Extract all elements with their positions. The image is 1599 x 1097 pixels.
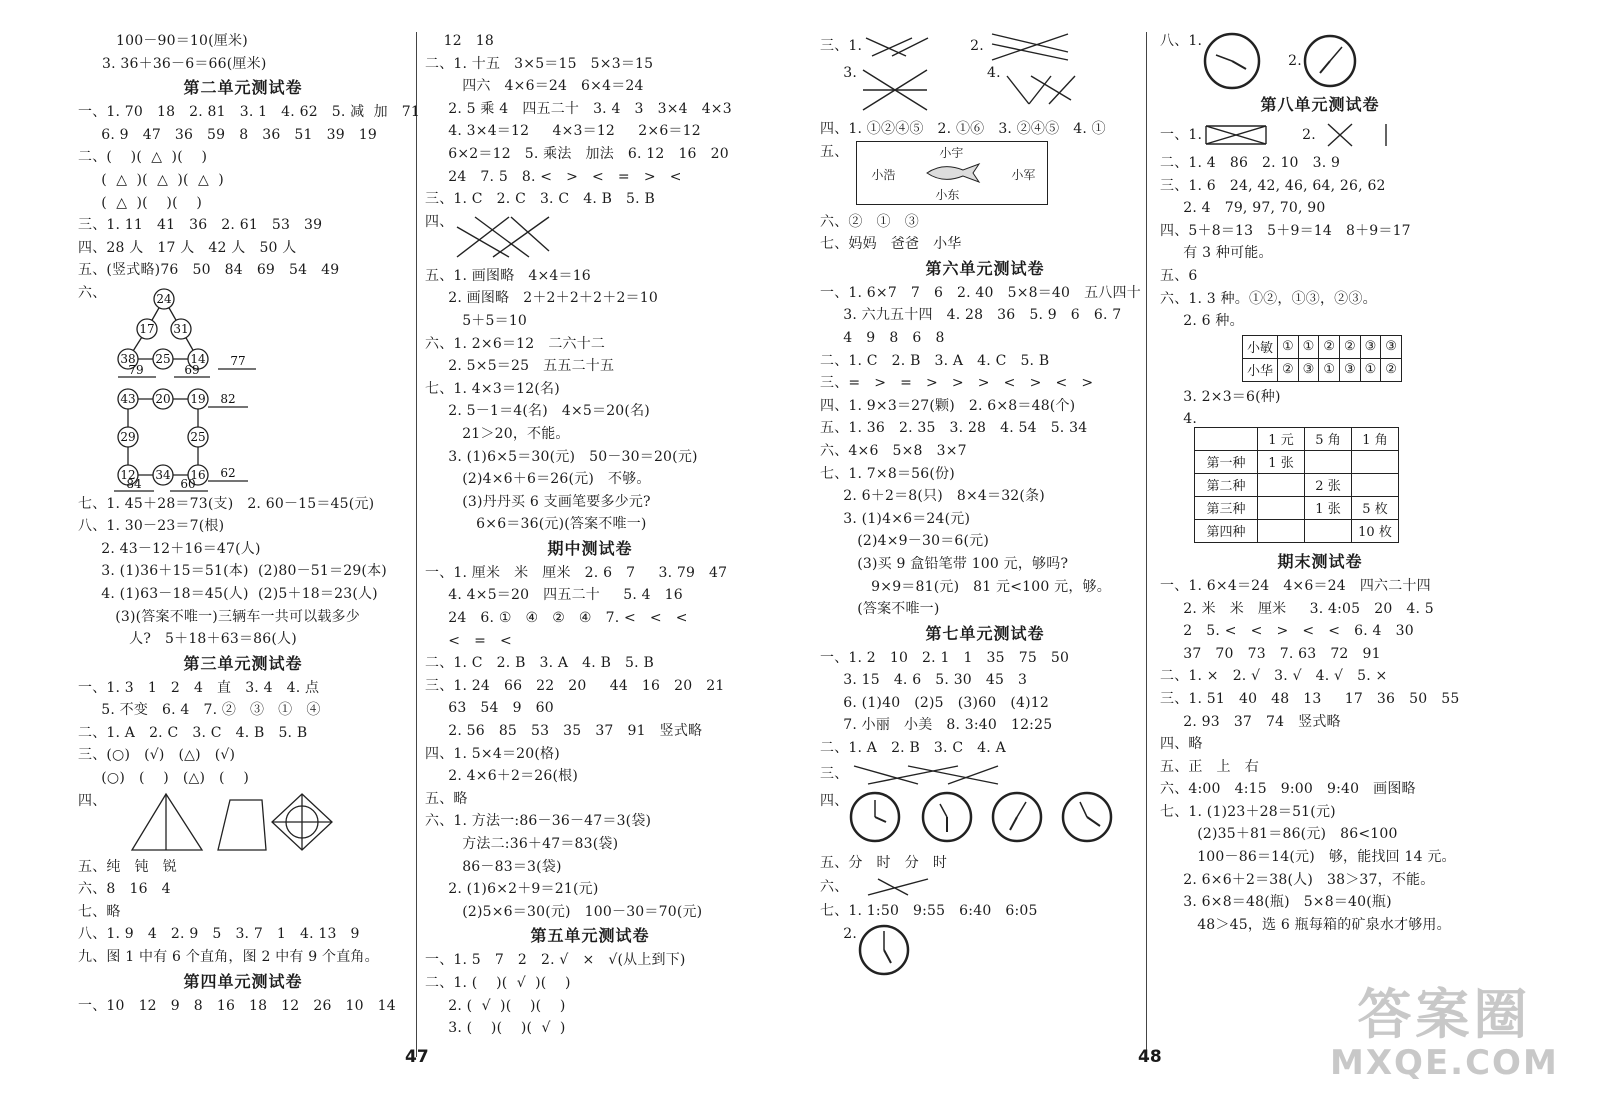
- answer-line: 3. 六九五十四 4. 28 36 5. 9 6 6. 7: [820, 307, 1122, 324]
- answer-line: 七、1. 7×8＝56(份): [820, 465, 955, 482]
- table-cell: 第四种: [1195, 519, 1258, 542]
- answer-line: (3)(答案不唯一)三辆车一共可以载多少: [78, 608, 360, 625]
- answer-line: 三、1. 11 41 36 2. 61 53 39: [78, 217, 323, 234]
- answer-line: 四、: [820, 792, 849, 809]
- answer-line: 三、1. C 2. C 3. C 4. B 5. B: [425, 191, 655, 208]
- answer-line: 6. (1)40 (2)5 (3)60 (4)12: [820, 694, 1049, 711]
- answer-line: 七、1. (1)23＋28＝51(元): [1160, 803, 1336, 820]
- answer-line: 七、1. 1:50 9:55 6:40 6:05: [820, 903, 1038, 920]
- answer-line: 三、1. 24 66 22 20 44 16 20 21: [425, 677, 725, 694]
- answer-line: 二、1. 十五 3×5＝15 5×3＝15: [425, 55, 654, 72]
- section-title: 第四单元测试卷: [183, 971, 303, 991]
- answer-line: 2. 43－12＋16＝47(人): [78, 540, 261, 557]
- answer-line: 六、: [820, 878, 849, 895]
- answer-line: 三、1.: [820, 37, 863, 54]
- answer-line: 四、1. ①②④⑤ 2. ①⑥ 3. ②④⑤ 4. ①: [820, 121, 1106, 137]
- answer-line: 2. 米 米 厘米 3. 4:05 20 4. 5: [1160, 600, 1434, 617]
- answer-line: 4. 3×4＝12 4×3＝12 2×6＝12: [425, 123, 701, 140]
- answer-line: 二、1. A 2. B 3. C 4. A: [820, 740, 1006, 757]
- answer-line: 3. 15 4. 6 5. 30 45 3: [820, 672, 1028, 689]
- table-cell: [1195, 427, 1258, 450]
- answer-line: 四、5＋8＝13 5＋9＝14 8＋9＝17: [1160, 222, 1411, 239]
- table-cell: [1352, 473, 1399, 496]
- answer-line: 4 9 8 6 8: [820, 329, 945, 346]
- answer-line: 五、1. 画图略 4×4＝16: [425, 267, 591, 284]
- answer-line: 2. 6 种。: [1160, 313, 1244, 330]
- answer-line: 2. 5－1＝4(名) 4×5＝20(名): [425, 403, 650, 420]
- tri-sum: 69: [184, 362, 200, 377]
- table-cell: ②: [1319, 335, 1340, 358]
- matching-lines-figure: [857, 64, 937, 116]
- table-cell: ②: [1381, 358, 1402, 381]
- matching-lines-figure: [1001, 70, 1081, 110]
- matching-lines-figure: [984, 30, 1074, 62]
- answer-line: 2 5. < < > < < 6. 4 30: [1160, 623, 1414, 640]
- answer-line: 三、: [820, 766, 849, 783]
- sq-number: 12: [120, 467, 136, 482]
- position-map: [856, 141, 1048, 205]
- answer-line: 一、1. 厘米 米 厘米 2. 6 7 3. 79 47: [425, 564, 728, 581]
- answer-line: 三、(○) (√) (△) (√): [78, 747, 236, 764]
- answer-line: 3. (1)4×6＝24(元): [820, 510, 971, 527]
- sq-number: 25: [190, 429, 206, 444]
- section-title: 期末测试卷: [1277, 551, 1363, 571]
- tri-number: 14: [190, 351, 206, 366]
- answer-line: 2. 56 85 53 35 37 91 竖式略: [425, 723, 703, 740]
- answer-line: 2.: [1302, 126, 1316, 143]
- tri-number: 25: [155, 351, 171, 366]
- section-title: 第三单元测试卷: [183, 653, 303, 673]
- shapes-figure: [106, 790, 366, 856]
- answer-line: (答案不唯一): [820, 601, 940, 618]
- table-cell: 5 枚: [1352, 496, 1399, 519]
- table-cell: [1258, 519, 1305, 542]
- answer-line: 二、1. C 2. B 3. A 4. C 5. B: [820, 352, 1050, 369]
- matching-lines-figure: [1316, 120, 1396, 150]
- answer-line: 4.: [1160, 411, 1198, 428]
- answer-line: 二、1. A 2. C 3. C 4. B 5. B: [78, 724, 308, 741]
- answer-line: 2.: [970, 37, 984, 54]
- table-cell: 5 角: [1305, 427, 1352, 450]
- table-cell: 第一种: [1195, 450, 1258, 473]
- table-cell: 1 张: [1305, 496, 1352, 519]
- sq-number: 19: [190, 391, 206, 406]
- table-cell: [1258, 496, 1305, 519]
- answer-line: 6×6＝36(元)(答案不唯一): [425, 516, 647, 533]
- answer-line: 7. 小丽 小美 8. 3:40 12:25: [820, 717, 1053, 734]
- answer-line: 100－86＝14(元) 够，能找回 14 元。: [1160, 849, 1456, 866]
- tri-number: 31: [173, 321, 189, 336]
- sq-number: 29: [120, 429, 136, 444]
- table-cell: ①: [1360, 358, 1381, 381]
- arrangement-table: [1242, 335, 1402, 382]
- section-title: 期中测试卷: [547, 538, 633, 558]
- answer-line: 六、1. 3 种。①②，①③，②③。: [1160, 290, 1377, 307]
- answer-line: 七、妈妈 爸爸 小华: [820, 236, 962, 253]
- clock-icon: [857, 923, 911, 977]
- answer-line: 一、1. 2 10 2. 1 1 35 75 50: [820, 649, 1070, 666]
- answer-line: 一、1. 70 18 2. 81 3. 1 4. 62 5. 减 加 71: [78, 104, 421, 121]
- square-number-figure: [78, 387, 408, 493]
- answer-line: 一、10 12 9 8 16 18 12 26 10 14: [78, 997, 396, 1014]
- answer-line: 七、1. 4×3＝12(名): [425, 380, 560, 397]
- answer-line: (2)5×6＝30(元) 100－30＝70(元): [425, 903, 703, 920]
- answer-line: 三、1. 51 40 48 13 17 36 50 55: [1160, 690, 1460, 707]
- answer-line: 2. 画图略 2＋2＋2＋2＋2＝10: [425, 290, 658, 307]
- answer-line: 五、(竖式略)76 50 84 69 54 49: [78, 262, 340, 279]
- answer-line: 86－83＝3(袋): [425, 858, 562, 875]
- table-cell: 1 元: [1258, 427, 1305, 450]
- answer-line: 六、② ① ③: [820, 213, 919, 230]
- answer-line: 12 18: [425, 33, 494, 49]
- answer-line: 2. 5×5＝25 五五二十五: [425, 358, 615, 375]
- answer-line: 3.: [820, 65, 858, 81]
- matching-lines-figure: [848, 762, 1008, 788]
- table-cell: 第二种: [1195, 473, 1258, 496]
- answer-line: 3. 6×8＝48(瓶) 5×8＝40(瓶): [1160, 894, 1392, 911]
- table-cell: ①: [1278, 335, 1299, 358]
- answer-line: (2)4×9－30＝6(元): [820, 533, 990, 550]
- sq-number: 34: [155, 467, 171, 482]
- answer-line: 二、1. C 2. B 3. A 4. B 5. B: [425, 655, 654, 672]
- page-number-right: 48: [1138, 1047, 1162, 1067]
- watermark-url: MXQE.COM: [1330, 1043, 1559, 1083]
- answer-line: 3. (1)6×5＝30(元) 50－30＝20(元): [425, 448, 698, 465]
- answer-line: 21＞20，不能。: [425, 425, 570, 442]
- answer-line: 二、1. 4 86 2. 10 3. 9: [1160, 155, 1341, 171]
- table-cell: 小华: [1243, 358, 1278, 381]
- tri-number: 38: [120, 351, 136, 366]
- answer-line: 八、1. 9 4 2. 9 5 3. 7 1 4. 13 9: [78, 926, 360, 943]
- matching-lines-figure: [1202, 120, 1272, 150]
- answer-line: 2.: [820, 925, 858, 942]
- answer-line: 2. 5 乘 4 四五二十 3. 4 3 3×4 4×3: [425, 100, 732, 117]
- answer-line: 五、1. 36 2. 35 3. 28 4. 54 5. 34: [820, 420, 1088, 437]
- tri-number: 24: [156, 291, 172, 306]
- matching-lines-figure: [862, 32, 932, 60]
- answer-line: 2.: [1288, 52, 1302, 69]
- answer-line: 六、1. 2×6＝12 二六十二: [425, 335, 606, 352]
- table-row: [1243, 358, 1402, 381]
- answer-line: 2. 6×6＋2＝38(人) 38＞37，不能。: [1160, 871, 1435, 888]
- section-title: 第八单元测试卷: [1260, 95, 1380, 114]
- answer-line: 100－90＝10(厘米): [116, 33, 248, 49]
- table-row: [1195, 427, 1399, 450]
- table-cell: ③: [1360, 335, 1381, 358]
- answer-line: 4.: [987, 65, 1001, 81]
- section-title: 第六单元测试卷: [925, 258, 1045, 278]
- column-3: [820, 30, 1150, 979]
- table-cell: ①: [1298, 335, 1319, 358]
- table-cell: ③: [1339, 358, 1360, 381]
- table-row: [1195, 496, 1399, 519]
- answer-line: 三、= > = > > > < > < >: [820, 375, 1094, 392]
- answer-line: 六、1. 方法一:86－36－47＝3(袋): [425, 813, 652, 830]
- table-cell: 1 张: [1258, 450, 1305, 473]
- table-cell: 2 张: [1305, 473, 1352, 496]
- answer-line: 五、分 时 分 时: [820, 854, 948, 871]
- answer-line: 48＞45，选 6 瓶每箱的矿泉水才够用。: [1160, 916, 1451, 933]
- matching-lines-figure: [848, 875, 938, 899]
- tri-number: 17: [139, 321, 155, 336]
- answer-line: 六、4:00 4:15 9:00 9:40 画图略: [1160, 781, 1416, 798]
- sq-sum: 62: [220, 465, 236, 480]
- answer-line: 四、略: [1160, 736, 1203, 753]
- answer-line: 2. 93 37 74 竖式略: [1160, 713, 1341, 730]
- answer-line: < = <: [425, 632, 512, 649]
- answer-line: 一、1. 5 7 2 2. √ × √(从上到下): [425, 952, 686, 969]
- table-cell: 10 枚: [1352, 519, 1399, 542]
- answer-line: 2. (1)6×2＋9＝21(元): [425, 881, 599, 898]
- clock-icon: [920, 790, 974, 844]
- money-table: [1194, 427, 1399, 543]
- table-cell: 小敏: [1243, 335, 1278, 358]
- table-cell: ②: [1339, 335, 1360, 358]
- answer-line: ( △ )( )( ): [78, 194, 202, 211]
- answer-line: 二、1. ( )( √ )( ): [425, 974, 571, 991]
- answer-line: 四、1. 5×4＝20(格): [425, 745, 560, 762]
- watermark-text: 答案圈: [1357, 983, 1532, 1046]
- map-left: 小浩: [871, 167, 896, 182]
- answer-line: 2. ( √ )( )( ): [425, 997, 566, 1014]
- column-1: [78, 30, 421, 1017]
- answer-line: 4. 4×5＝20 四五二十 5. 4 16: [425, 587, 683, 604]
- table-row: [1195, 450, 1399, 473]
- fish-icon: [923, 162, 983, 184]
- answer-line: 三、1. 6 24, 42, 46, 64, 26, 62: [1160, 177, 1386, 194]
- clock-icon: [1302, 33, 1358, 89]
- answer-line: 五、正 上 右: [1160, 758, 1259, 775]
- column-divider: [416, 32, 417, 1057]
- section-title: 第五单元测试卷: [530, 926, 650, 946]
- answer-line: 四、: [425, 213, 454, 230]
- watermark: [1330, 985, 1559, 1081]
- matching-lines-figure: [453, 211, 573, 265]
- answer-line: 五、6: [1160, 267, 1198, 284]
- answer-line: 3. ( )( )( √ ): [425, 1020, 566, 1037]
- answer-line: 七、1. 45＋28＝73(支) 2. 60－15＝45(元): [78, 495, 375, 512]
- table-cell: [1352, 450, 1399, 473]
- answer-line: 七、略: [78, 903, 121, 920]
- answer-line: 六、8 16 4: [78, 881, 171, 898]
- sq-number: 43: [120, 391, 136, 406]
- answer-line: 二、1. × 2. √ 3. √ 4. √ 5. ×: [1160, 668, 1388, 685]
- answer-line: 五、纯 钝 锐: [78, 858, 177, 875]
- clock-icon: [990, 790, 1044, 844]
- answer-line: 2. 6＋2＝8(只) 8×4＝32(条): [820, 488, 1045, 505]
- answer-line: 方法二:36＋47＝83(袋): [425, 836, 619, 852]
- answer-line: 八、1. 30－23＝7(根): [78, 518, 225, 535]
- answer-line: 二、( )( △ )( ): [78, 149, 208, 166]
- table-cell: 第三种: [1195, 496, 1258, 519]
- answer-line: 2. 4×6＋2＝26(根): [425, 768, 579, 785]
- answer-line: 四、28 人 17 人 42 人 50 人: [78, 239, 297, 256]
- sq-sum: 82: [220, 391, 236, 406]
- answer-line: 5. 不变 6. 4 7. ② ③ ① ④: [78, 702, 321, 719]
- table-cell: [1258, 473, 1305, 496]
- table-cell: [1305, 450, 1352, 473]
- triangle-number-figure: [78, 285, 408, 381]
- answer-line: 有 3 种可能。: [1160, 245, 1273, 262]
- answer-line: 4. (1)63－18＝45(人) (2)5＋18＝23(人): [78, 585, 378, 602]
- answer-line: 五、: [820, 143, 849, 160]
- answer-line: (○) ( ) (△) ( ): [78, 770, 249, 787]
- section-title: 第二单元测试卷: [183, 78, 303, 98]
- sq-sum: 84: [126, 476, 142, 491]
- table-cell: ③: [1381, 335, 1402, 358]
- answer-line: ( △ )( △ )( △ ): [78, 171, 224, 188]
- answer-line: 人? 5＋18＋63＝86(人): [78, 631, 297, 648]
- answer-line: 9×9＝81(元) 81 元<100 元，够。: [820, 578, 1111, 595]
- tri-sum: 79: [128, 362, 144, 377]
- answer-line: 九、图 1 中有 6 个直角，图 2 中有 9 个直角。: [78, 949, 379, 966]
- sq-number: 20: [155, 391, 171, 406]
- answer-line: 八、1.: [1160, 33, 1203, 49]
- section-title: 第七单元测试卷: [925, 623, 1045, 643]
- page-number-left: 47: [405, 1047, 429, 1067]
- answer-line: 24 7. 5 8. < > < = > <: [425, 168, 682, 185]
- clock-icon: [1060, 790, 1114, 844]
- answer-line: 6×2＝12 5. 乘法 加法 6. 12 16 20: [425, 145, 729, 162]
- answer-line: 63 54 9 60: [425, 700, 554, 717]
- answer-line: 六、4×6 5×8 3×7: [820, 442, 967, 459]
- answer-line: 六、: [78, 284, 107, 301]
- answer-line: 24 6. ① ④ ② ④ 7. < < <: [425, 610, 688, 627]
- answer-line: 四、: [78, 792, 107, 809]
- answer-line: 5＋5＝10: [425, 312, 528, 329]
- clock-icon: [1202, 31, 1262, 91]
- table-cell: ②: [1278, 358, 1299, 381]
- table-cell: ①: [1319, 358, 1340, 381]
- sq-sum: 60: [180, 476, 196, 491]
- answer-line: 3. 2×3＝6(种): [1160, 388, 1281, 405]
- sq-number: 16: [190, 467, 206, 482]
- answer-line: 一、1. 6×7 7 6 2. 40 5×8＝40 五八四十: [820, 284, 1141, 301]
- table-cell: 1 角: [1352, 427, 1399, 450]
- answer-line: (3)丹丹买 6 支画笔要多少元?: [425, 493, 651, 510]
- table-row: [1243, 335, 1402, 358]
- answer-line: 一、1. 6×4＝24 4×6＝24 四六二十四: [1160, 577, 1431, 594]
- answer-line: 3. (1)36＋15＝51(本) (2)80－51＝29(本): [78, 563, 387, 580]
- tri-sum: 77: [230, 353, 246, 368]
- answer-line: 五、略: [425, 790, 468, 807]
- answer-line: (2)35＋81＝86(元) 86<100: [1160, 826, 1398, 843]
- answer-line: 四、1. 9×3＝27(颗) 2. 6×8＝48(个): [820, 397, 1076, 414]
- answer-line: 一、1. 3 1 2 4 直 3. 4 4. 点: [78, 679, 320, 696]
- table-cell: ③: [1298, 358, 1319, 381]
- answer-line: (3)买 9 盒铅笔带 100 元，够吗?: [820, 555, 1069, 572]
- answer-line: 一、1.: [1160, 126, 1203, 143]
- table-cell: [1305, 519, 1352, 542]
- answer-line: 37 70 73 7. 63 72 91: [1160, 645, 1381, 662]
- map-top: 小宇: [939, 145, 964, 160]
- answer-line: (2)4×6＋6＝26(元) 不够。: [425, 471, 651, 488]
- answer-line: 6. 9 47 36 59 8 36 51 39 19: [78, 126, 377, 143]
- column-2: [425, 30, 755, 1040]
- map-bottom: 小东: [935, 187, 960, 202]
- answer-line: 2. 4 79, 97, 70, 90: [1160, 200, 1326, 217]
- table-row: [1195, 519, 1399, 542]
- map-right: 小军: [1011, 167, 1036, 182]
- answer-line: 四六 4×6＝24 6×4＝24: [425, 78, 644, 95]
- clock-icon: [848, 790, 902, 844]
- answer-line: 3. 36＋36－6＝66(厘米): [102, 55, 267, 72]
- table-row: [1195, 473, 1399, 496]
- column-4: [1160, 30, 1580, 936]
